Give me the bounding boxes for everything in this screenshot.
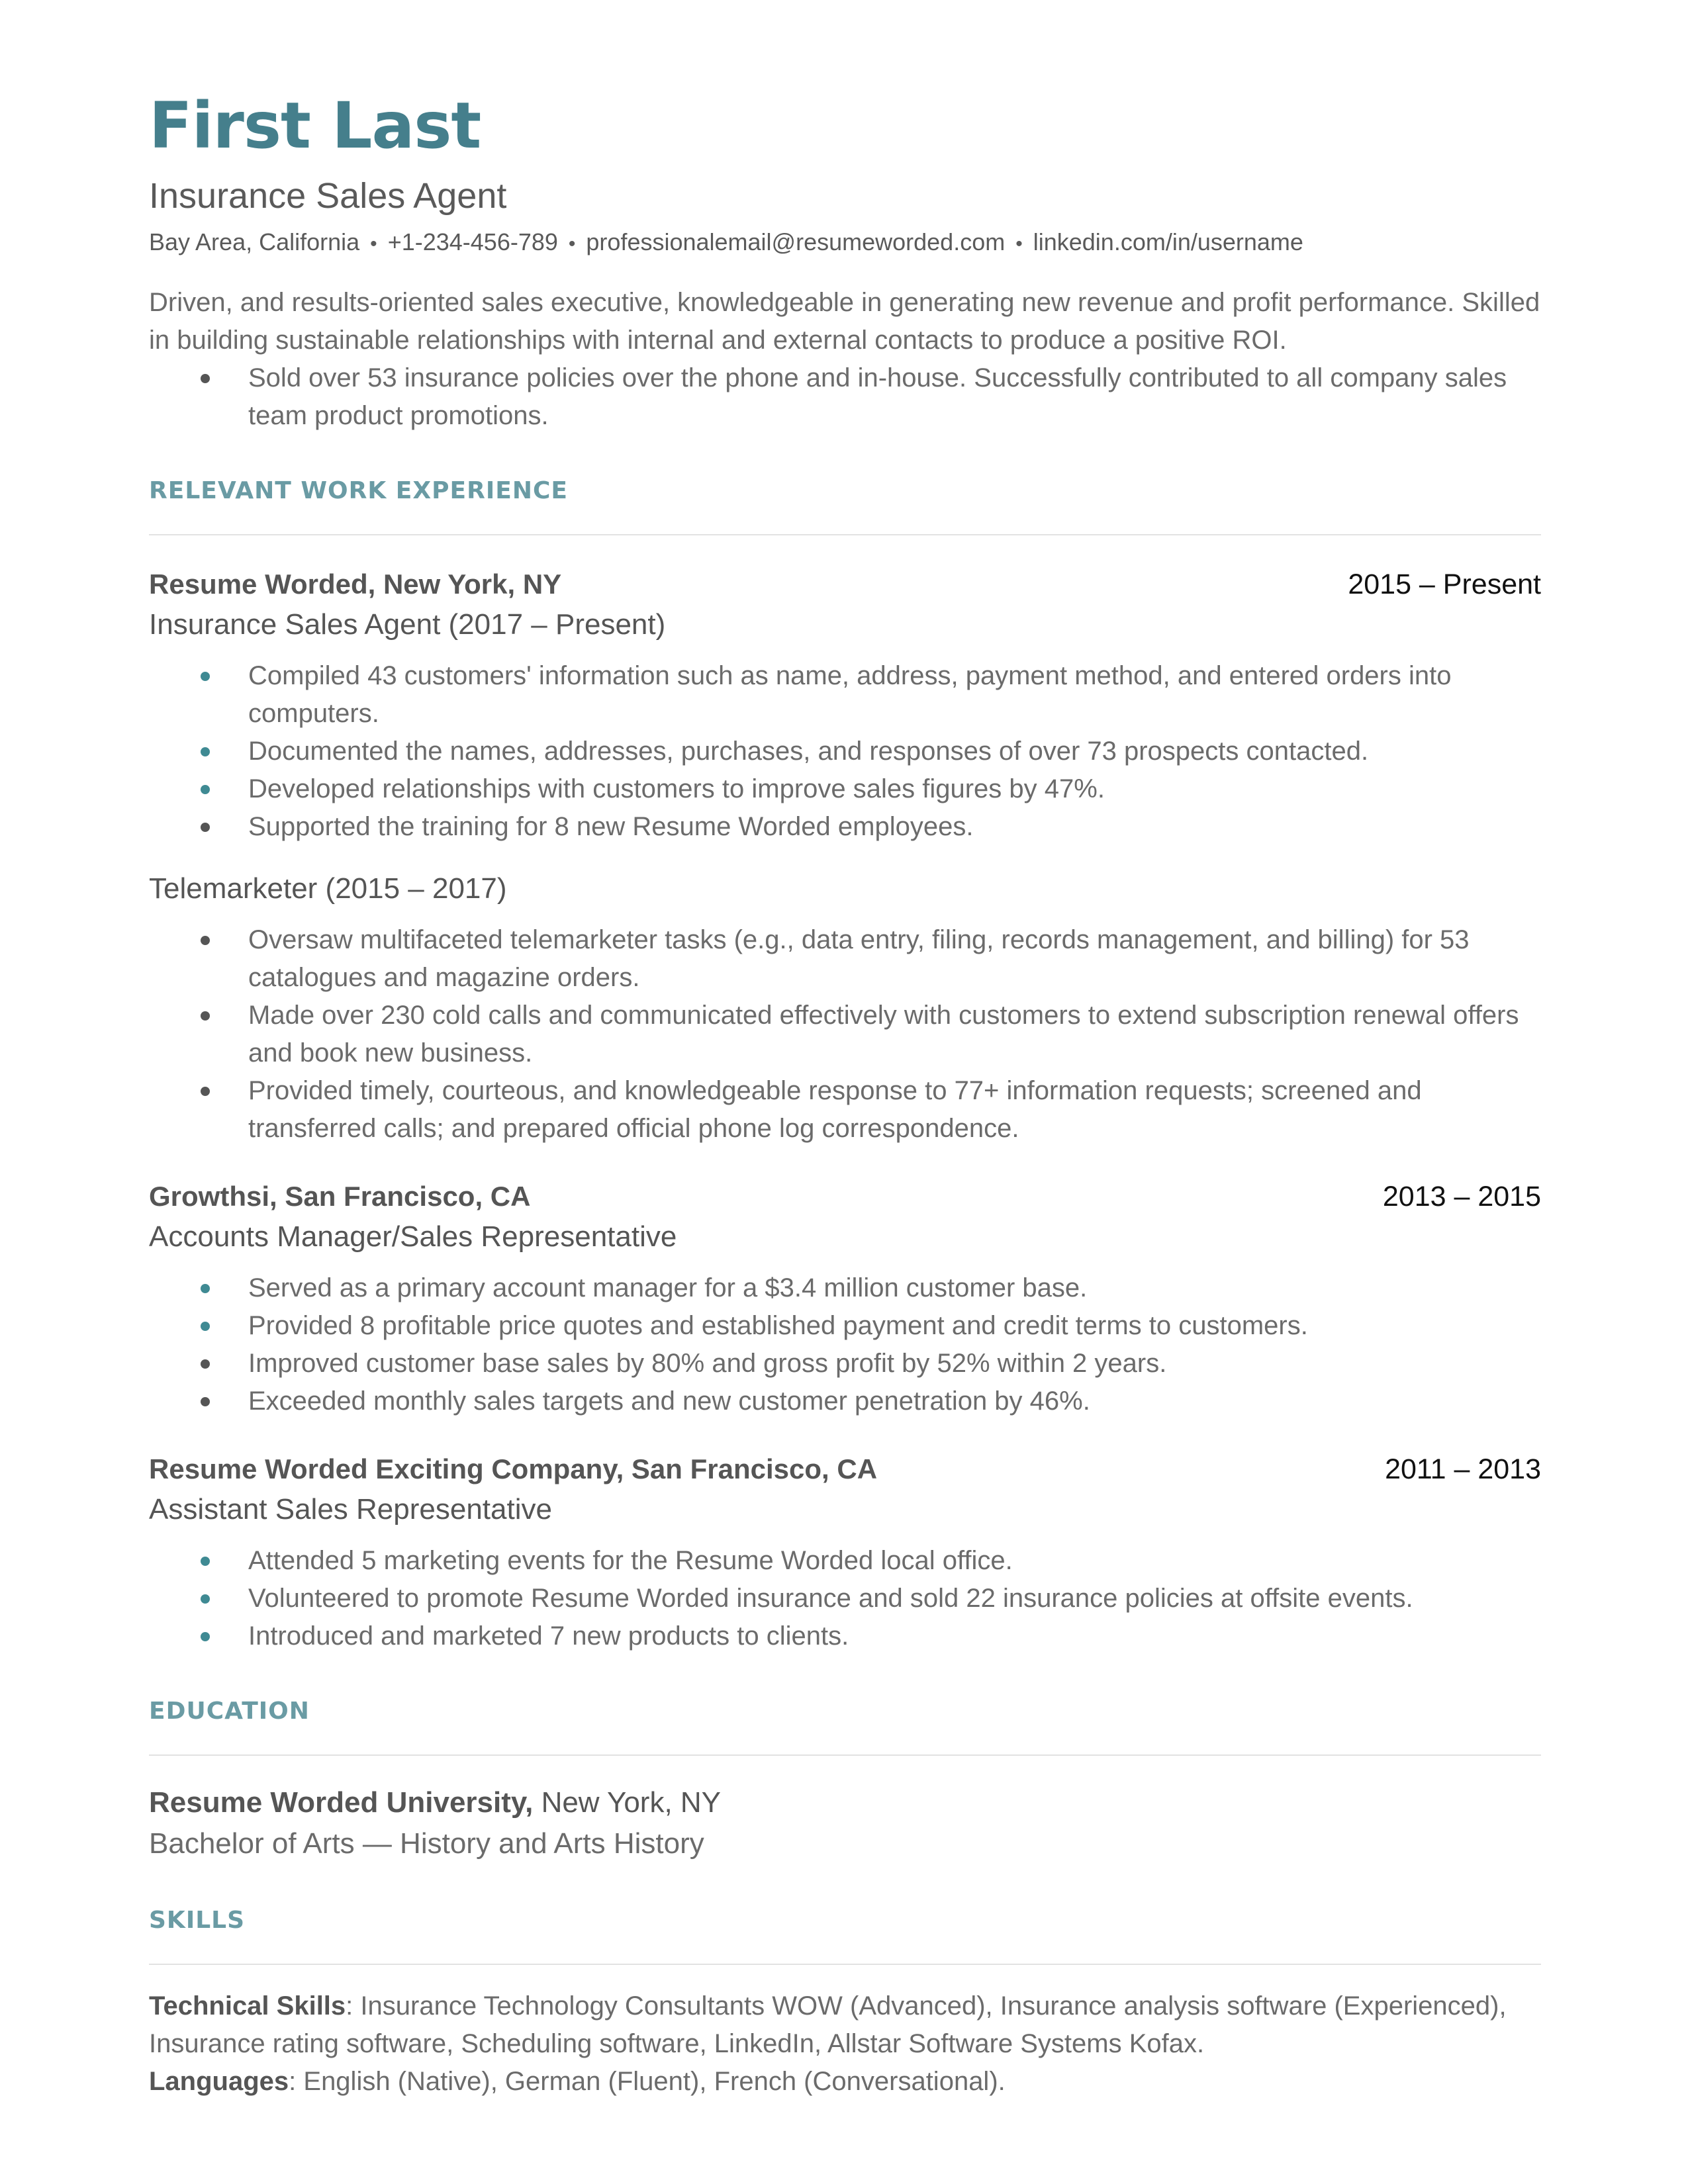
job-bullet: Compiled 43 customers' information such as name, address, payment method, and entered orders into computers. xyxy=(149,657,1541,733)
job-bullet: Introduced and marketed 7 new products to clients. xyxy=(149,1617,1541,1655)
education-school-line xyxy=(149,1782,1541,1823)
job-header xyxy=(149,1449,1541,1489)
job-bullet: Made over 230 cold calls and communicated effectively with customers to extend subscription renewal offers and book new business. xyxy=(149,997,1541,1072)
job-role: Accounts Manager/Sales Representative xyxy=(149,1220,677,1253)
job-dates: 2015 – Present xyxy=(1348,569,1541,600)
contact-phone: +1-234-456-789 xyxy=(387,228,558,255)
experience-heading: RELEVANT WORK EXPERIENCE xyxy=(149,477,568,504)
resume-content xyxy=(149,79,1541,2101)
job-dates: 2011 – 2013 xyxy=(1385,1453,1541,1485)
job-company: Resume Worded, New York, NY xyxy=(149,569,562,600)
job-bullets xyxy=(149,921,1541,1148)
candidate-title: Insurance Sales Agent xyxy=(149,176,507,216)
section-divider xyxy=(149,1754,1541,1756)
contact-separator: • xyxy=(568,233,576,255)
job-dates: 2013 – 2015 xyxy=(1382,1181,1541,1212)
job-bullet: Developed relationships with customers to improve sales figures by 47%. xyxy=(149,770,1541,808)
section-divider xyxy=(149,1964,1541,1965)
skills-languages-list: : English (Native), German (Fluent), French (Conversational). xyxy=(289,2067,1006,2096)
job-header xyxy=(149,565,1541,604)
job-bullets xyxy=(149,657,1541,846)
skills-technical-list: : Insurance Technology Consultants WOW (Advanced), Insurance analysis software (Experienced), Insurance rating software, Scheduling software, LinkedIn, Allstar Software Systems Kofax. xyxy=(149,1991,1507,2058)
job-bullet: Improved customer base sales by 80% and gross profit by 52% within 2 years. xyxy=(149,1345,1541,1383)
job-bullets xyxy=(149,1269,1541,1420)
education-degree: Bachelor of Arts — History and Arts History xyxy=(149,1827,704,1860)
skills-technical xyxy=(149,1987,1541,2063)
job-bullet: Oversaw multifaceted telemarketer tasks (e.g., data entry, filing, records management, and billing) for 53 catalogues and magazine orders. xyxy=(149,921,1541,997)
skills-languages xyxy=(149,2063,1541,2101)
job-bullet: Documented the names, addresses, purchases, and responses of over 73 prospects contacted. xyxy=(149,733,1541,770)
contact-line xyxy=(149,226,1541,260)
education-location: New York, NY xyxy=(541,1786,722,1819)
job-header xyxy=(149,1177,1541,1216)
job-bullets xyxy=(149,1542,1541,1655)
summary-bullet: Sold over 53 insurance policies over the phone and in-house. Successfully contributed to all company sales team product promotions. xyxy=(149,359,1541,435)
job-bullet: Volunteered to promote Resume Worded insurance and sold 22 insurance policies at offsite events. xyxy=(149,1580,1541,1617)
summary-text: Driven, and results-oriented sales executive, knowledgeable in generating new revenue and profit performance. Skilled in building sustainable relationships with internal and external contacts to produce a positive ROI. xyxy=(149,288,1540,355)
skills-technical-label: Technical Skills xyxy=(149,1991,346,2021)
contact-separator: • xyxy=(370,233,377,255)
skills-heading: SKILLS xyxy=(149,1907,246,1934)
job-bullet: Supported the training for 8 new Resume Worded employees. xyxy=(149,808,1541,846)
contact-linkedin[interactable]: linkedin.com/in/username xyxy=(1033,228,1303,255)
contact-location: Bay Area, California xyxy=(149,228,360,255)
education-heading: EDUCATION xyxy=(149,1698,310,1725)
summary-bullets xyxy=(149,359,1541,435)
job-role: Telemarketer (2015 – 2017) xyxy=(149,872,507,905)
job-company: Growthsi, San Francisco, CA xyxy=(149,1181,531,1212)
skills-languages-label: Languages xyxy=(149,2067,289,2096)
section-divider xyxy=(149,534,1541,535)
candidate-name: First Last xyxy=(149,89,481,163)
job-bullet: Exceeded monthly sales targets and new customer penetration by 46%. xyxy=(149,1383,1541,1420)
job-bullet: Provided timely, courteous, and knowledgeable response to 77+ information requests; screened and transferred calls; and prepared official phone log correspondence. xyxy=(149,1072,1541,1148)
education-school: Resume Worded University, xyxy=(149,1786,534,1819)
job-bullet: Provided 8 profitable price quotes and established payment and credit terms to customers. xyxy=(149,1307,1541,1345)
contact-email[interactable]: professionalemail@resumeworded.com xyxy=(586,228,1006,255)
job-role: Assistant Sales Representative xyxy=(149,1493,552,1525)
job-role: Insurance Sales Agent (2017 – Present) xyxy=(149,608,666,641)
job-bullet: Served as a primary account manager for a $3.4 million customer base. xyxy=(149,1269,1541,1307)
job-company: Resume Worded Exciting Company, San Francisco, CA xyxy=(149,1453,878,1484)
job-bullet: Attended 5 marketing events for the Resume Worded local office. xyxy=(149,1542,1541,1580)
contact-separator: • xyxy=(1015,233,1023,255)
